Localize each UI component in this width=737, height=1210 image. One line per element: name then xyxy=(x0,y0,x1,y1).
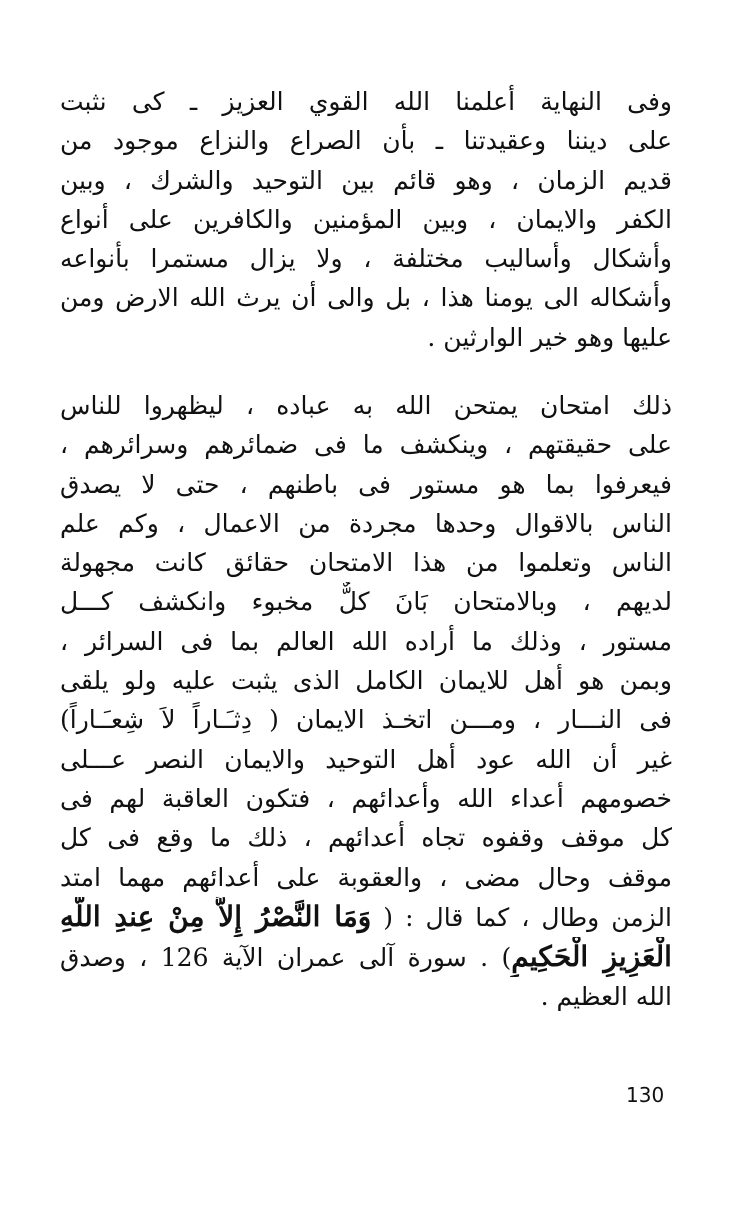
verse-end-line xyxy=(60,937,672,977)
text-line: الكفر والايمان ، وبين المؤمنين والكافرين على أنواع xyxy=(60,204,672,234)
text-line: الناس وتعلموا من هذا الامتحان حقائق كانت مجهولة xyxy=(60,548,672,578)
verse-line xyxy=(60,897,672,937)
text-line: كل موقف وقفوه تجاه أعدائهم ، ذلك ما وقع فى كل xyxy=(60,823,672,853)
verse-citation: ) . سورة آلى عمران الآية 126 ، وصدق xyxy=(60,943,512,973)
text-line: غير أن الله عود أهل التوحيد والايمان النصر عـــلى xyxy=(60,744,672,774)
page-number: 130 xyxy=(626,1083,665,1107)
text-line: فى النـــار ، ومـــن اتخـذ الايمان ( دِثـَـاراً لاَ شِعـَـاراً) xyxy=(60,705,672,735)
text-line: وبمن هو أهل للايمان الكامل الذى يثبت عليه ولو يلقى xyxy=(60,666,672,696)
text-line: على ديننا وعقيدتنا ـ بأن الصراع والنزاع موجود من xyxy=(60,126,672,156)
quran-verse: وَمَا النَّصْرُ إِلاَّ مِنْ عِندِ اللَّهِ xyxy=(60,899,372,933)
text-line: قديم الزمان ، وهو قائم بين التوحيد والشرك ، وبين xyxy=(60,165,672,195)
text-line: لديهم ، وبالامتحان بَانَ كلٌّ مخبوء وانكشف كـــل xyxy=(60,587,672,617)
text-line: فيعرفوا بما هو مستور فى باطنهم ، حتى لا يصدق xyxy=(60,469,672,499)
text-line: على حقيقتهم ، وينكشف ما فى ضمائرهم وسرائرهم ، xyxy=(60,430,672,460)
text-line: موقف وحال مضى ، والعقوبة على أعدائهم مهما امتد xyxy=(60,862,672,892)
verse-lead-text: الزمن وطال ، كما قال : ( xyxy=(371,902,672,932)
text-line: الناس بالاقوال وحدها مجردة من الاعمال ، وكم علم xyxy=(60,508,672,538)
text-line: عليها وهو خير الوارثين . xyxy=(427,322,672,352)
text-line: وفى النهاية أعلمنا الله القوي العزيز ـ كى نثبت xyxy=(60,87,672,116)
text-line: خصومهم أعداء الله وأعدائهم ، فتكون العاقبة لهم فى xyxy=(60,783,672,813)
text-line: مستور ، وذلك ما أراده الله العالم بما فى السرائر ، xyxy=(60,626,672,656)
text-line: ذلك امتحان يمتحن الله به عباده ، ليظهروا للناس xyxy=(60,391,672,420)
quran-verse-end: الْعَزِيزِ الْحَكِيمِ xyxy=(511,940,672,974)
paragraph-2 xyxy=(60,386,672,1017)
text-line: وأشكاله الى يومنا هذا ، بل والى أن يرث الله الارض ومن xyxy=(60,283,672,313)
text-line: وأشكال وأساليب مختلفة ، ولا يزال مستمرا بأنواعه xyxy=(60,244,672,274)
paragraph-1 xyxy=(60,82,672,357)
text-line: الله العظيم . xyxy=(540,982,672,1012)
